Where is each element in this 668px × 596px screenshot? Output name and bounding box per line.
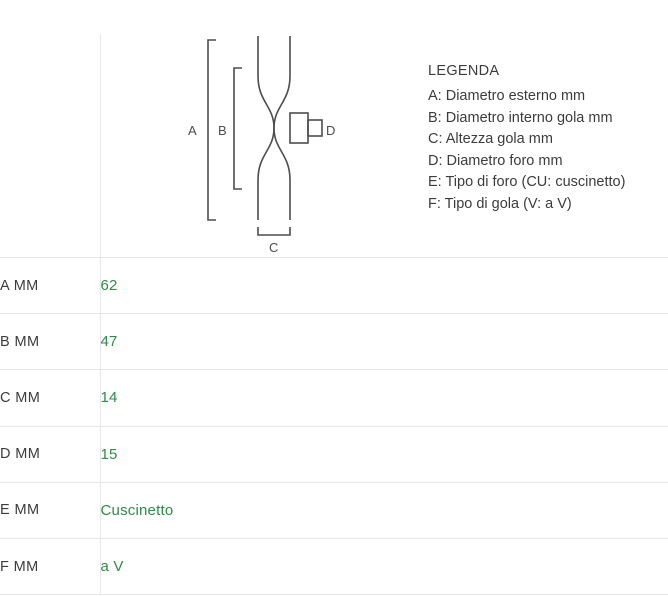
diagram-label-a: A — [188, 123, 197, 138]
diagram-label-d: D — [326, 123, 336, 138]
spec-value: 47 — [100, 314, 668, 370]
spec-value: a V — [100, 538, 668, 594]
legend-item-b: B: Diametro interno gola mm — [428, 109, 613, 126]
table-row — [0, 370, 668, 426]
spec-value: 15 — [100, 426, 668, 482]
diagram-label-b: B — [218, 123, 227, 138]
legend-item-f: F: Tipo di gola (V: a V) — [428, 195, 572, 212]
spec-value: 14 — [100, 370, 668, 426]
spec-label: A MM — [0, 258, 100, 314]
spec-label: D MM — [0, 426, 100, 482]
diagram-area — [0, 0, 668, 257]
table-row — [0, 538, 668, 594]
legend-item-e: E: Tipo di foro (CU: cuscinetto) — [428, 174, 626, 190]
table-row — [0, 482, 668, 538]
spec-label: B MM — [0, 314, 100, 370]
legend — [428, 63, 663, 215]
spec-value: 62 — [100, 258, 668, 314]
spec-label: F MM — [0, 538, 100, 594]
spec-label: C MM — [0, 370, 100, 426]
spec-value: Cuscinetto — [100, 482, 668, 538]
table-row — [0, 314, 668, 370]
table-row — [0, 426, 668, 482]
legend-item-d: D: Diametro foro mm — [428, 152, 563, 169]
pulley-diagram — [150, 24, 400, 259]
spec-label: E MM — [0, 482, 100, 538]
legend-item-a: A: Diametro esterno mm — [428, 88, 586, 104]
diagram-label-c: C — [269, 240, 279, 255]
legend-item-c: C: Altezza gola mm — [428, 131, 553, 147]
diagram-column-divider — [100, 34, 101, 257]
legend-title: LEGENDA — [428, 63, 500, 79]
spec-table — [0, 257, 668, 595]
table-row — [0, 258, 668, 314]
